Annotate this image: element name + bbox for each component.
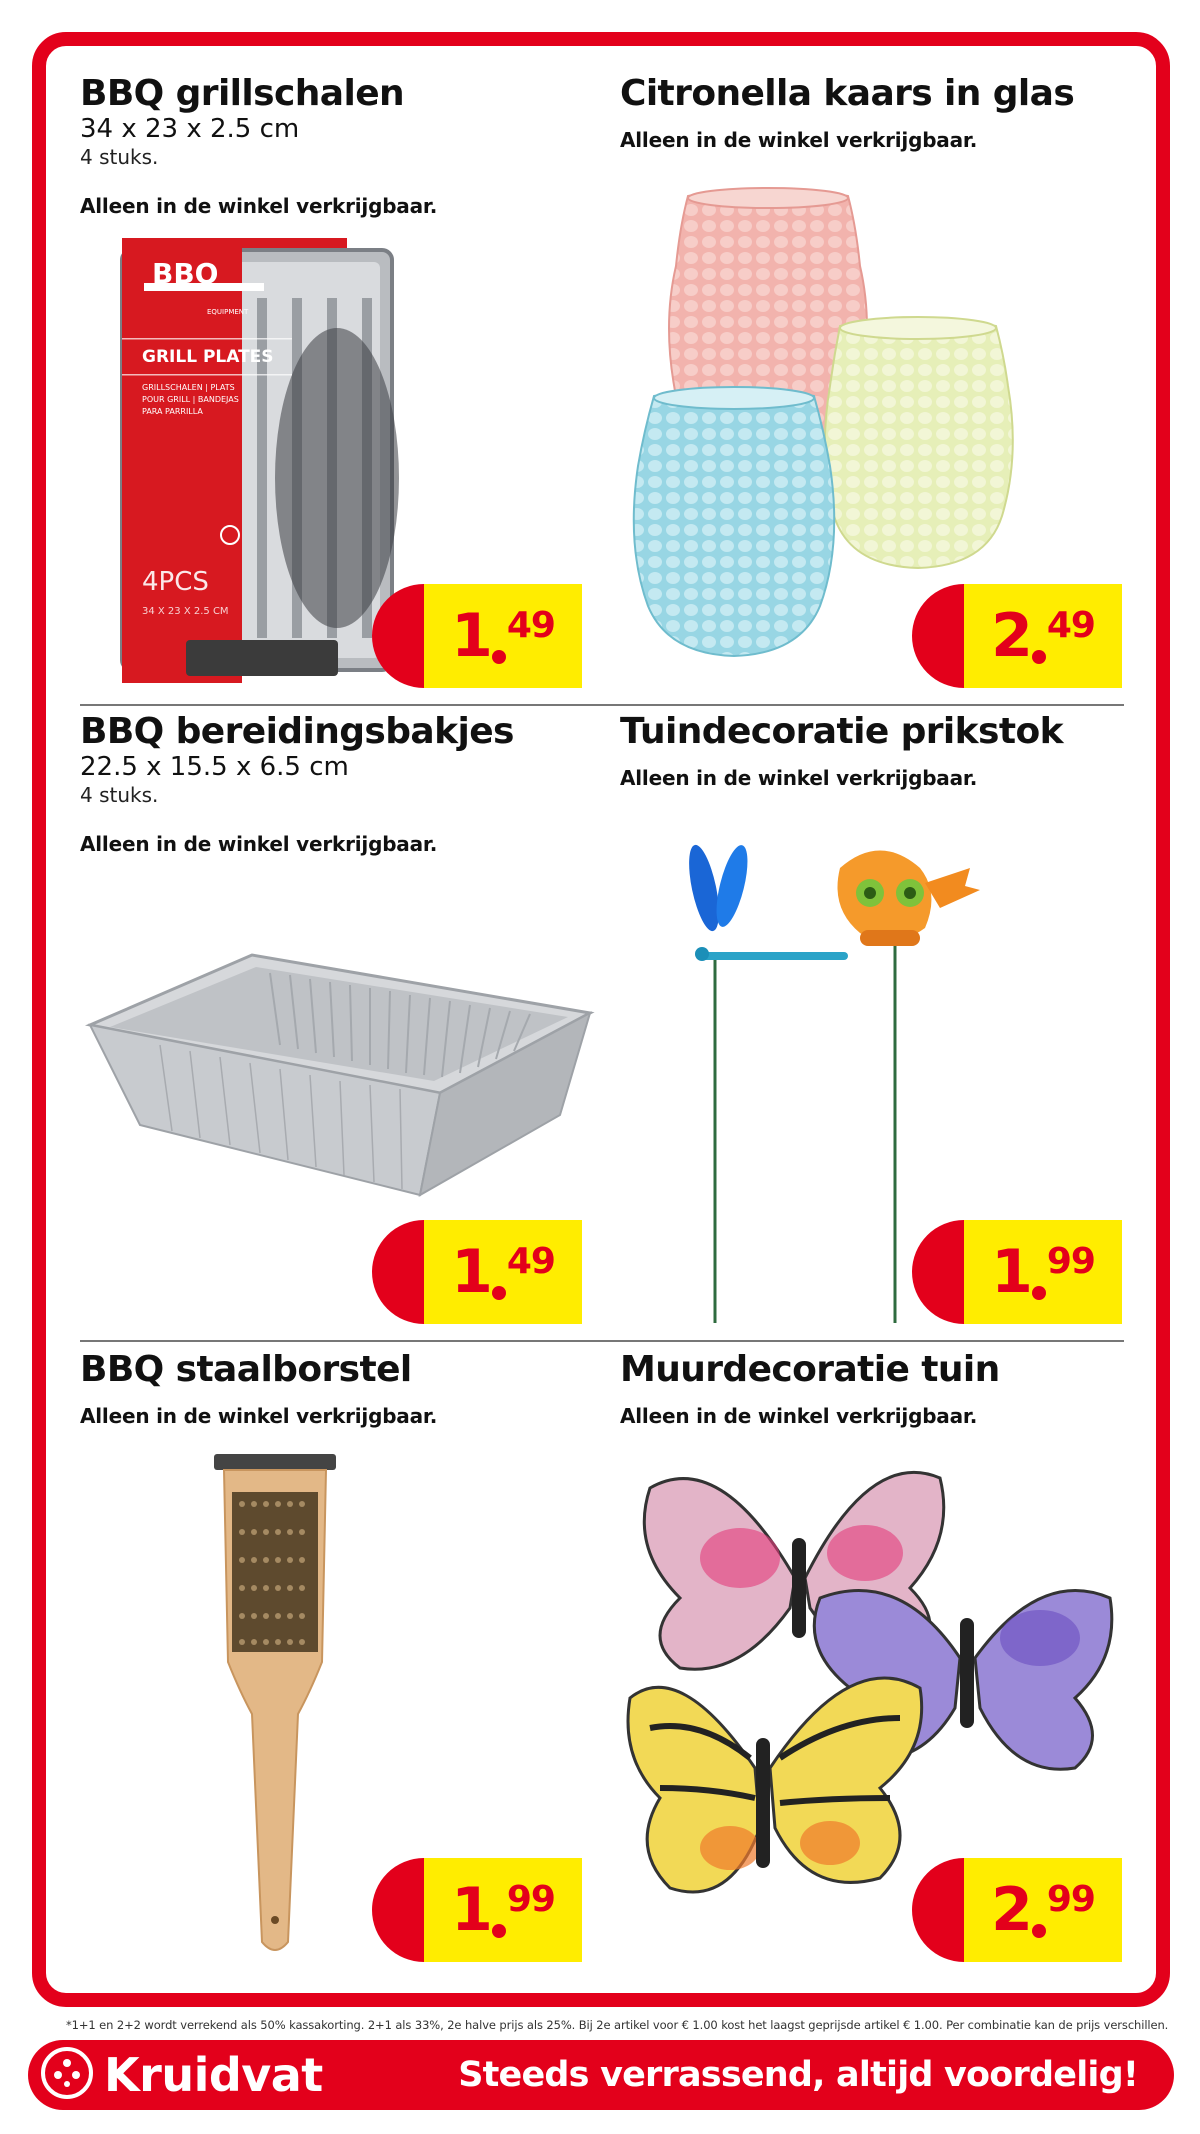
row-divider <box>80 1340 1124 1342</box>
price-whole: 1 <box>451 1875 491 1945</box>
price-tag <box>372 1220 582 1324</box>
product-title: Tuindecoratie prikstok <box>620 711 1063 752</box>
package-brand-text: BBQ <box>152 257 219 290</box>
price-tag <box>372 1858 582 1962</box>
price-cents: 49 <box>1046 605 1095 646</box>
price-whole: 1 <box>451 601 491 671</box>
product-quantity: 4 stuks. <box>80 783 159 807</box>
package-count-text: 4PCS <box>142 567 209 597</box>
product-title: BBQ staalborstel <box>80 1349 412 1390</box>
price-tag <box>912 584 1122 688</box>
price-cents: 99 <box>1046 1879 1095 1920</box>
price-whole: 1 <box>451 1237 491 1307</box>
product-availability: Alleen in de winkel verkrijgbaar. <box>80 1404 438 1428</box>
product-availability: Alleen in de winkel verkrijgbaar. <box>620 766 978 790</box>
price-cents: 49 <box>506 1241 555 1282</box>
product-availability: Alleen in de winkel verkrijgbaar. <box>620 1404 978 1428</box>
product-availability: Alleen in de winkel verkrijgbaar. <box>80 194 438 218</box>
package-line-2: POUR GRILL | BANDEJAS <box>142 395 239 404</box>
product-quantity: 4 stuks. <box>80 145 159 169</box>
price-cents: 99 <box>506 1879 555 1920</box>
product-title: BBQ grillschalen <box>80 73 405 114</box>
price-whole: 2 <box>991 601 1031 671</box>
price-tag <box>372 584 582 688</box>
package-line-3: PARA PARRILLA <box>142 407 203 416</box>
product-availability: Alleen in de winkel verkrijgbaar. <box>620 128 978 152</box>
product-title: Muurdecoratie tuin <box>620 1349 1000 1390</box>
package-sub-text: EQUIPMENT <box>207 308 249 316</box>
steel-brush-image <box>210 1452 340 1962</box>
price-whole: 2 <box>991 1875 1031 1945</box>
package-label-text: GRILL PLATES <box>142 347 274 367</box>
slogan: Steeds verrassend, altijd voordelig! <box>458 2055 1138 2095</box>
footer-banner <box>28 2040 1174 2110</box>
product-title: BBQ bereidingsbakjes <box>80 711 514 752</box>
price-whole: 1 <box>991 1237 1031 1307</box>
price-tag <box>912 1858 1122 1962</box>
price-cents: 49 <box>506 605 555 646</box>
product-title: Citronella kaars in glas <box>620 73 1075 114</box>
footnote: *1+1 en 2+2 wordt verrekend als 50% kassakorting. 2+1 als 33%, 2e halve prijs als 25%. Bij 2e artikel voor € 1.00 kost het laagst geprijsde artikel € 1.00. Per combinatie kan de prijs verschillen. <box>66 2018 1169 2032</box>
package-line-1: GRILLSCHALEN | PLATS <box>142 383 235 392</box>
price-tag <box>912 1220 1122 1324</box>
product-availability: Alleen in de winkel verkrijgbaar. <box>80 832 438 856</box>
grill-plates-image <box>112 238 402 688</box>
brand-name: Kruidvat <box>104 2048 323 2102</box>
price-cents: 99 <box>1046 1241 1095 1282</box>
row-divider <box>80 704 1124 706</box>
kruidvat-logo-icon <box>40 2046 94 2104</box>
product-dimensions: 22.5 x 15.5 x 6.5 cm <box>80 752 349 782</box>
product-dimensions: 34 x 23 x 2.5 cm <box>80 114 300 144</box>
brand-logo[interactable] <box>40 2046 323 2104</box>
aluminium-tray-image <box>80 945 600 1205</box>
package-size-text: 34 X 23 X 2.5 CM <box>142 606 229 617</box>
